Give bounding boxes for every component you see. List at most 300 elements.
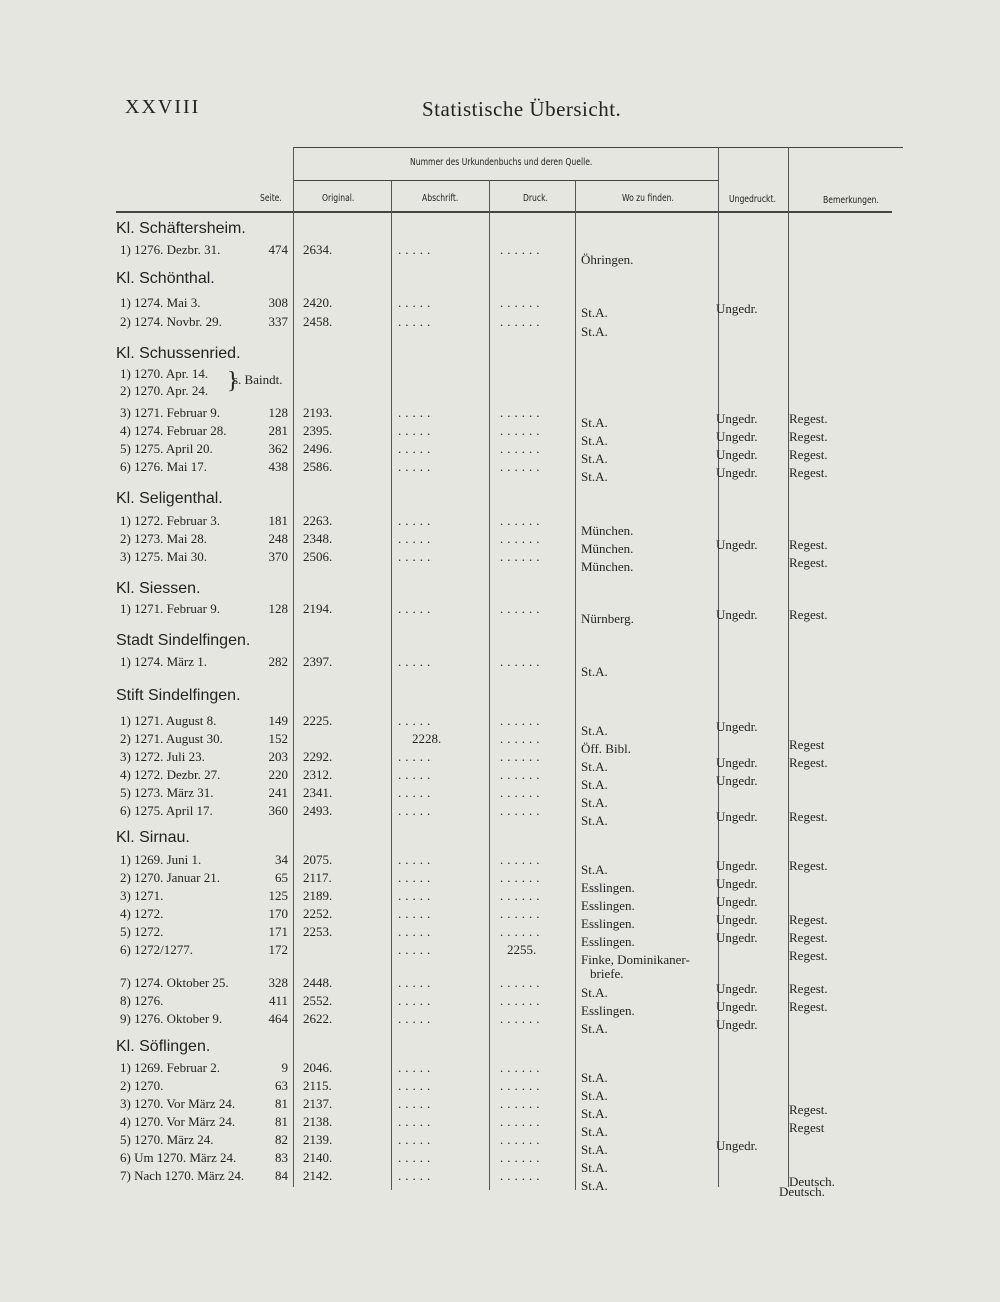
header-druck: Druck. bbox=[523, 193, 548, 204]
entry-fundort: Öff. Bibl. bbox=[581, 741, 631, 756]
dot-leader: ..... bbox=[398, 888, 435, 903]
dot-leader: ..... bbox=[398, 803, 435, 818]
table-row bbox=[0, 513, 1000, 538]
header-ungedruckt: Ungedruckt. bbox=[729, 194, 776, 205]
entry-date: 6) 1275. April 17. bbox=[120, 803, 213, 818]
entry-fundort: St.A. bbox=[581, 1142, 608, 1157]
entry-date: 3) 1272. Juli 23. bbox=[120, 749, 205, 764]
table-row bbox=[0, 1011, 1000, 1036]
table-row bbox=[0, 601, 1000, 626]
dot-leader: ...... bbox=[500, 295, 544, 310]
dot-leader: ..... bbox=[398, 459, 435, 474]
header-original: Original. bbox=[322, 193, 355, 204]
entry-ungedruckt: Ungedr. bbox=[716, 301, 758, 316]
entry-date: 5) 1270. März 24. bbox=[120, 1132, 214, 1147]
dot-leader: ..... bbox=[398, 975, 435, 990]
table-row bbox=[0, 942, 1000, 981]
extra-remark: Deutsch. bbox=[779, 1184, 825, 1199]
dot-leader: ...... bbox=[500, 441, 544, 456]
entry-original: 2493. bbox=[303, 803, 333, 818]
entry-original: 2117. bbox=[303, 870, 332, 885]
entry-bemerkung: Regest. bbox=[789, 912, 828, 927]
dot-leader: ...... bbox=[500, 785, 544, 800]
table-row bbox=[0, 767, 1000, 792]
dot-leader: ...... bbox=[500, 1132, 544, 1147]
dot-leader: ..... bbox=[398, 1096, 435, 1111]
table-row bbox=[0, 713, 1000, 738]
entry-bemerkung: Regest. bbox=[789, 1102, 828, 1117]
entry-ungedruckt: Ungedr. bbox=[716, 465, 758, 480]
entry-fundort: Esslingen. bbox=[581, 898, 635, 913]
entry-original: 2395. bbox=[303, 423, 333, 438]
dot-leader: ..... bbox=[398, 1078, 435, 1093]
entry-bemerkung: Regest. bbox=[789, 555, 828, 570]
entry-original: 2193. bbox=[303, 405, 333, 420]
entry-bemerkung: Regest. bbox=[789, 411, 828, 426]
section-title: Kl. Söflingen. bbox=[116, 1038, 211, 1055]
entry-seite: 220 bbox=[268, 767, 288, 782]
header-seite: Seite. bbox=[260, 193, 282, 204]
entry-original: 2046. bbox=[303, 1060, 333, 1075]
dot-leader: ...... bbox=[500, 767, 544, 782]
entry-original: 2253. bbox=[303, 924, 333, 939]
dot-leader: ..... bbox=[398, 423, 435, 438]
entry-fundort: Esslingen. bbox=[581, 880, 635, 895]
entry-bemerkung: Regest. bbox=[789, 755, 828, 770]
entry-seite: 248 bbox=[268, 531, 288, 546]
entry-original: 2348. bbox=[303, 531, 333, 546]
entry-original: 2138. bbox=[303, 1114, 333, 1129]
entry-seite: 81 bbox=[275, 1096, 288, 1111]
dot-leader: ...... bbox=[500, 870, 544, 885]
dot-leader: ..... bbox=[398, 767, 435, 782]
dot-leader: ..... bbox=[398, 654, 435, 669]
dot-leader: ..... bbox=[398, 993, 435, 1008]
entry-fundort: München. bbox=[581, 559, 634, 574]
entry-fundort: Esslingen. bbox=[581, 934, 635, 949]
entry-date: 9) 1276. Oktober 9. bbox=[120, 1011, 223, 1026]
section-title: Kl. Sirnau. bbox=[116, 829, 190, 846]
table-row bbox=[0, 888, 1000, 913]
cross-reference: s. Baindt. bbox=[233, 372, 283, 387]
entry-fundort: Finke, Dominikaner- bbox=[581, 952, 690, 967]
entry-seite: 84 bbox=[275, 1168, 288, 1183]
header-abschrift: Abschrift. bbox=[422, 193, 459, 204]
dot-leader: ...... bbox=[500, 1096, 544, 1111]
dot-leader: ...... bbox=[500, 924, 544, 939]
table-row bbox=[0, 803, 1000, 828]
table-row bbox=[0, 749, 1000, 774]
section-title: Kl. Schussenried. bbox=[116, 345, 241, 362]
entry-date: 1) 1274. März 1. bbox=[120, 654, 208, 669]
entry-original: 2448. bbox=[303, 975, 333, 990]
entry-seite: 125 bbox=[268, 888, 288, 903]
entry-seite: 328 bbox=[268, 975, 288, 990]
dot-leader: ...... bbox=[500, 654, 544, 669]
entry-bemerkung: Regest. bbox=[789, 930, 828, 945]
entry-original: 2139. bbox=[303, 1132, 333, 1147]
section-title: Kl. Siessen. bbox=[116, 580, 201, 597]
entry-fundort: St.A. bbox=[581, 1021, 608, 1036]
table-row bbox=[0, 549, 1000, 574]
entry-seite: 241 bbox=[268, 785, 288, 800]
entry-original: 2312. bbox=[303, 767, 333, 782]
entry-fundort: Öhringen. bbox=[581, 252, 634, 267]
entry-fundort: St.A. bbox=[581, 1088, 608, 1103]
section-title: Kl. Schönthal. bbox=[116, 270, 215, 287]
dot-leader: ...... bbox=[500, 1168, 544, 1183]
table-row bbox=[0, 852, 1000, 877]
entry-date: 1) 1274. Mai 3. bbox=[120, 295, 201, 310]
dot-leader: ..... bbox=[398, 1168, 435, 1183]
table-row bbox=[0, 870, 1000, 895]
entry-date: 2) 1271. August 30. bbox=[120, 731, 223, 746]
table-row bbox=[0, 906, 1000, 931]
entry-original: 2189. bbox=[303, 888, 333, 903]
dot-leader: ...... bbox=[500, 713, 544, 728]
entry-original: 2137. bbox=[303, 1096, 333, 1111]
dot-leader: ..... bbox=[398, 870, 435, 885]
entry-ungedruckt: Ungedr. bbox=[716, 1138, 758, 1153]
table-row bbox=[0, 1078, 1000, 1103]
entry-fundort: St.A. bbox=[581, 1178, 608, 1193]
entry-fundort: St.A. bbox=[581, 813, 608, 828]
entry-date: 3) 1275. Mai 30. bbox=[120, 549, 208, 564]
entry-original: 2586. bbox=[303, 459, 333, 474]
entry-date: 6) 1276. Mai 17. bbox=[120, 459, 208, 474]
section-title: Stift Sindelfingen. bbox=[116, 687, 241, 704]
entry-seite: 181 bbox=[268, 513, 288, 528]
dot-leader: ...... bbox=[500, 1114, 544, 1129]
entry-seite: 370 bbox=[268, 549, 288, 564]
table-row bbox=[0, 295, 1000, 320]
dot-leader: ..... bbox=[398, 1011, 435, 1026]
entry-ungedruckt: Ungedr. bbox=[716, 447, 758, 462]
entry-bemerkung: Regest bbox=[789, 1120, 825, 1135]
dot-leader: ...... bbox=[500, 459, 544, 474]
entry-ungedruckt: Ungedr. bbox=[716, 894, 758, 909]
dot-leader: ..... bbox=[398, 441, 435, 456]
page-title: Statistische Übersicht. bbox=[422, 97, 622, 121]
dot-leader: ...... bbox=[500, 513, 544, 528]
entry-ungedruckt: Ungedr. bbox=[716, 912, 758, 927]
entry-bemerkung: Regest. bbox=[789, 858, 828, 873]
entry-date: 4) 1272. bbox=[120, 906, 164, 921]
entry-ungedruckt: Ungedr. bbox=[716, 930, 758, 945]
table-row bbox=[0, 993, 1000, 1018]
entry-date: 1) 1270. Apr. 14. bbox=[120, 366, 209, 381]
entry-original: 2225. bbox=[303, 713, 333, 728]
table-row bbox=[0, 1096, 1000, 1121]
entry-original: 2397. bbox=[303, 654, 333, 669]
dot-leader: ..... bbox=[398, 314, 435, 329]
entry-fundort: St.A. bbox=[581, 415, 608, 430]
entry-original: 2634. bbox=[303, 242, 333, 257]
entry-bemerkung: Regest. bbox=[789, 948, 828, 963]
entry-seite: 152 bbox=[268, 731, 288, 746]
entry-bemerkung: Regest. bbox=[789, 429, 828, 444]
entry-date: 1) 1276. Dezbr. 31. bbox=[120, 242, 221, 257]
entry-original: 2194. bbox=[303, 601, 333, 616]
table-row bbox=[0, 785, 1000, 810]
entry-seite: 464 bbox=[268, 1011, 288, 1026]
entry-date: 5) 1272. bbox=[120, 924, 164, 939]
entry-original: 2263. bbox=[303, 513, 333, 528]
entry-fundort: St.A. bbox=[581, 469, 608, 484]
entry-date: 1) 1269. Juni 1. bbox=[120, 852, 202, 867]
entry-date: 1) 1271. August 8. bbox=[120, 713, 217, 728]
header-top-rule bbox=[293, 147, 903, 148]
table-row bbox=[0, 459, 1000, 484]
entry-bemerkung: Regest. bbox=[789, 607, 828, 622]
entry-seite: 82 bbox=[275, 1132, 288, 1147]
dot-leader: ..... bbox=[398, 906, 435, 921]
entry-seite: 81 bbox=[275, 1114, 288, 1129]
dot-leader: ..... bbox=[398, 749, 435, 764]
dot-leader: ..... bbox=[398, 513, 435, 528]
dot-leader: ..... bbox=[398, 1150, 435, 1165]
table-row bbox=[0, 1132, 1000, 1157]
table-row bbox=[0, 242, 1000, 267]
dot-leader: ...... bbox=[500, 314, 544, 329]
entry-fundort: Esslingen. bbox=[581, 1003, 635, 1018]
entry-original: 2115. bbox=[303, 1078, 332, 1093]
entry-bemerkung: Regest. bbox=[789, 999, 828, 1014]
header-bottom-rule bbox=[116, 211, 892, 213]
table-row bbox=[0, 975, 1000, 1000]
section-title: Stadt Sindelfingen. bbox=[116, 632, 251, 649]
dot-leader: ..... bbox=[398, 785, 435, 800]
dot-leader: ..... bbox=[398, 549, 435, 564]
dot-leader: ...... bbox=[500, 975, 544, 990]
entry-date: 7) Nach 1270. März 24. bbox=[120, 1168, 245, 1183]
entry-ungedruckt: Ungedr. bbox=[716, 755, 758, 770]
entry-original: 2075. bbox=[303, 852, 333, 867]
entry-seite: 360 bbox=[268, 803, 288, 818]
entry-fundort: St.A. bbox=[581, 1106, 608, 1121]
dot-leader: ...... bbox=[500, 803, 544, 818]
entry-date: 1) 1269. Februar 2. bbox=[120, 1060, 221, 1075]
entry-fundort: St.A. bbox=[581, 862, 608, 877]
entry-seite: 170 bbox=[268, 906, 288, 921]
entry-fundort: St.A. bbox=[581, 759, 608, 774]
dot-leader: ..... bbox=[398, 924, 435, 939]
entry-seite: 282 bbox=[268, 654, 288, 669]
entry-date: 4) 1274. Februar 28. bbox=[120, 423, 227, 438]
entry-fundort: St.A. bbox=[581, 985, 608, 1000]
entry-fundort-cont: briefe. bbox=[590, 966, 624, 981]
entry-fundort: Nürnberg. bbox=[581, 611, 634, 626]
entry-seite: 411 bbox=[268, 993, 288, 1008]
entry-date: 4) 1270. Vor März 24. bbox=[120, 1114, 236, 1129]
table-row bbox=[0, 924, 1000, 949]
table-row bbox=[0, 1168, 1000, 1193]
entry-fundort: St.A. bbox=[581, 305, 608, 320]
entry-date: 1) 1271. Februar 9. bbox=[120, 601, 221, 616]
entry-ungedruckt: Ungedr. bbox=[716, 858, 758, 873]
entry-original: 2552. bbox=[303, 993, 333, 1008]
dot-leader: ..... bbox=[398, 242, 435, 257]
entry-fundort: St.A. bbox=[581, 324, 608, 339]
entry-original: 2292. bbox=[303, 749, 333, 764]
entry-ungedruckt: Ungedr. bbox=[716, 999, 758, 1014]
entry-original: 2622. bbox=[303, 1011, 333, 1026]
entry-seite: 128 bbox=[268, 601, 288, 616]
entry-original: 2496. bbox=[303, 441, 333, 456]
entry-abschrift: 2228. bbox=[412, 731, 442, 746]
table-row bbox=[0, 405, 1000, 430]
entry-ungedruckt: Ungedr. bbox=[716, 429, 758, 444]
entry-ungedruckt: Ungedr. bbox=[716, 981, 758, 996]
entry-bemerkung: Regest bbox=[789, 737, 825, 752]
dot-leader: ..... bbox=[398, 405, 435, 420]
entry-fundort: St.A. bbox=[581, 433, 608, 448]
dot-leader: ...... bbox=[500, 906, 544, 921]
entry-seite: 438 bbox=[268, 459, 288, 474]
entry-bemerkung: Regest. bbox=[789, 537, 828, 552]
entry-original: 2420. bbox=[303, 295, 333, 310]
entry-date: 3) 1271. Februar 9. bbox=[120, 405, 221, 420]
dot-leader: ..... bbox=[398, 713, 435, 728]
header-wo: Wo zu finden. bbox=[622, 193, 674, 204]
entry-fundort: St.A. bbox=[581, 777, 608, 792]
entry-bemerkung: Regest. bbox=[789, 447, 828, 462]
entry-ungedruckt: Ungedr. bbox=[716, 809, 758, 824]
header-group-label: Nummer des Urkundenbuchs und deren Quelle. bbox=[410, 157, 593, 168]
dot-leader: ...... bbox=[500, 888, 544, 903]
entry-date: 2) 1270. bbox=[120, 1078, 164, 1093]
entry-fundort: St.A. bbox=[581, 1160, 608, 1175]
dot-leader: ..... bbox=[398, 942, 435, 957]
entry-date: 2) 1270. Apr. 24. bbox=[120, 383, 209, 398]
table-row bbox=[0, 441, 1000, 466]
entry-seite: 203 bbox=[268, 749, 288, 764]
entry-date: 1) 1272. Februar 3. bbox=[120, 513, 221, 528]
dot-leader: ...... bbox=[500, 1060, 544, 1075]
entry-seite: 171 bbox=[268, 924, 288, 939]
dot-leader: ...... bbox=[500, 731, 544, 746]
entry-original: 2341. bbox=[303, 785, 333, 800]
entry-seite: 34 bbox=[275, 852, 288, 867]
entry-original: 2458. bbox=[303, 314, 333, 329]
table-row bbox=[0, 1114, 1000, 1139]
entry-fundort: St.A. bbox=[581, 451, 608, 466]
dot-leader: ...... bbox=[500, 601, 544, 616]
dot-leader: ...... bbox=[500, 549, 544, 564]
entry-original: 2142. bbox=[303, 1168, 333, 1183]
entry-seite: 281 bbox=[268, 423, 288, 438]
entry-ungedruckt: Ungedr. bbox=[716, 876, 758, 891]
entry-date: 2) 1273. Mai 28. bbox=[120, 531, 208, 546]
entry-bemerkung: Regest. bbox=[789, 981, 828, 996]
entry-ungedruckt: Ungedr. bbox=[716, 607, 758, 622]
table-row bbox=[0, 1150, 1000, 1175]
entry-ungedruckt: Ungedr. bbox=[716, 719, 758, 734]
header-bemerkungen: Bemerkungen. bbox=[823, 195, 879, 206]
entry-date: 6) 1272/1277. bbox=[120, 942, 193, 957]
entry-seite: 65 bbox=[275, 870, 288, 885]
dot-leader: ...... bbox=[500, 1078, 544, 1093]
header-group-rule bbox=[293, 180, 718, 181]
dot-leader: ..... bbox=[398, 1060, 435, 1075]
entry-druck: 2255. bbox=[507, 942, 537, 957]
entry-bemerkung: Regest. bbox=[789, 465, 828, 480]
dot-leader: ..... bbox=[398, 1114, 435, 1129]
entry-seite: 63 bbox=[275, 1078, 288, 1093]
entry-date: 8) 1276. bbox=[120, 993, 164, 1008]
entry-bemerkung: Deutsch. bbox=[789, 1174, 835, 1189]
entry-bemerkung: Regest. bbox=[789, 809, 828, 824]
entry-ungedruckt: Ungedr. bbox=[716, 773, 758, 788]
entry-fundort: München. bbox=[581, 541, 634, 556]
entry-date: 3) 1270. Vor März 24. bbox=[120, 1096, 236, 1111]
page-number: XXVIII bbox=[125, 96, 201, 118]
section-title: Kl. Schäftersheim. bbox=[116, 220, 246, 237]
dot-leader: ...... bbox=[500, 405, 544, 420]
entry-seite: 337 bbox=[268, 314, 288, 329]
dot-leader: ...... bbox=[500, 423, 544, 438]
entry-fundort: St.A. bbox=[581, 795, 608, 810]
dot-leader: ...... bbox=[500, 852, 544, 867]
entry-seite: 474 bbox=[268, 242, 288, 257]
brace-glyph: } bbox=[227, 368, 239, 394]
entry-fundort: St.A. bbox=[581, 1124, 608, 1139]
entry-ungedruckt: Ungedr. bbox=[716, 1017, 758, 1032]
entry-date: 7) 1274. Oktober 25. bbox=[120, 975, 229, 990]
entry-fundort: St.A. bbox=[581, 1070, 608, 1085]
entry-fundort: St.A. bbox=[581, 723, 608, 738]
entry-date: 3) 1271. bbox=[120, 888, 164, 903]
entry-seite: 362 bbox=[268, 441, 288, 456]
table-row bbox=[0, 654, 1000, 679]
table-row bbox=[0, 423, 1000, 448]
dot-leader: ..... bbox=[398, 531, 435, 546]
dot-leader: ...... bbox=[500, 1150, 544, 1165]
entry-ungedruckt: Ungedr. bbox=[716, 411, 758, 426]
entry-seite: 83 bbox=[275, 1150, 288, 1165]
section-title: Kl. Seligenthal. bbox=[116, 490, 223, 507]
entry-fundort: St.A. bbox=[581, 664, 608, 679]
dot-leader: ..... bbox=[398, 601, 435, 616]
dot-leader: ...... bbox=[500, 993, 544, 1008]
entry-original: 2140. bbox=[303, 1150, 333, 1165]
entry-date: 6) Um 1270. März 24. bbox=[120, 1150, 237, 1165]
entry-seite: 172 bbox=[268, 942, 288, 957]
dot-leader: ..... bbox=[398, 295, 435, 310]
dot-leader: ...... bbox=[500, 531, 544, 546]
entry-date: 2) 1274. Novbr. 29. bbox=[120, 314, 222, 329]
entry-seite: 149 bbox=[268, 713, 288, 728]
entry-seite: 308 bbox=[268, 295, 288, 310]
entry-fundort: München. bbox=[581, 523, 634, 538]
table-row bbox=[0, 1060, 1000, 1085]
table-row bbox=[0, 314, 1000, 339]
entry-original: 2252. bbox=[303, 906, 333, 921]
entry-seite: 128 bbox=[268, 405, 288, 420]
table-row bbox=[0, 731, 1000, 756]
dot-leader: ..... bbox=[398, 852, 435, 867]
entry-fundort: Esslingen. bbox=[581, 916, 635, 931]
entry-ungedruckt: Ungedr. bbox=[716, 537, 758, 552]
entry-original: 2506. bbox=[303, 549, 333, 564]
table-row bbox=[0, 531, 1000, 556]
entry-date: 5) 1275. April 20. bbox=[120, 441, 213, 456]
entry-seite: 9 bbox=[281, 1060, 288, 1075]
entry-date: 2) 1270. Januar 21. bbox=[120, 870, 221, 885]
entry-date: 5) 1273. März 31. bbox=[120, 785, 214, 800]
dot-leader: ...... bbox=[500, 749, 544, 764]
dot-leader: ..... bbox=[398, 1132, 435, 1147]
